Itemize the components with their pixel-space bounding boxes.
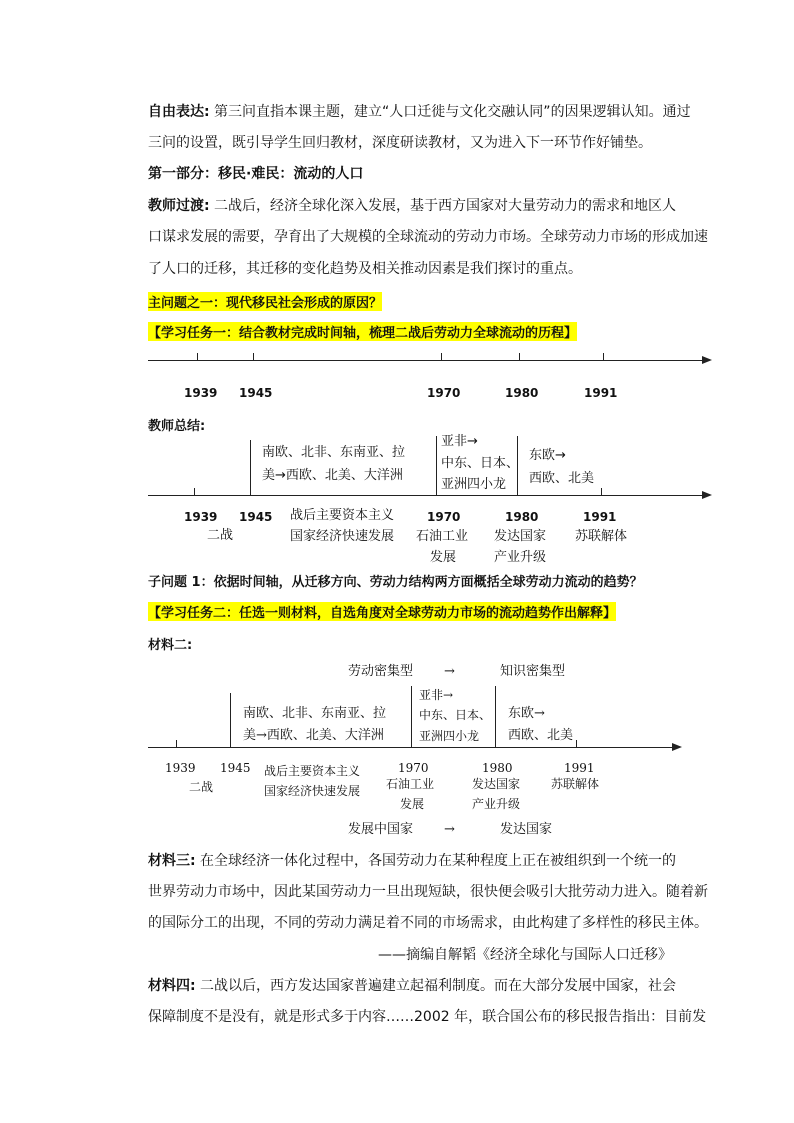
m2-event-1970-line-1: 石油工业	[386, 777, 435, 791]
timeline-2-divider	[250, 440, 251, 495]
timeline-1-axis	[148, 360, 704, 361]
material-3-text-1: 在全球经济一体化过程中，各国劳动力在某种程度上正在被组织到一个统一的	[195, 853, 677, 869]
section-title: 第一部分：移民·难民：流动的人口	[148, 166, 364, 182]
material-3-line-3: 的国际分工的出现，不同的劳动力满足着不同的市场需求，由此构建了多样性的移民主体。	[148, 915, 708, 931]
timeline-3-divider	[495, 686, 496, 747]
material-3-line-2: 世界劳动力市场中，因此某国劳动力一旦出现短缺，很快便会吸引大批劳动力进入。随着新	[148, 884, 708, 900]
top-arrow: →	[444, 664, 455, 679]
timeline-2-year: 1980	[505, 510, 539, 524]
material-4-label: 材料四:	[148, 978, 196, 994]
timeline-3-divider	[411, 686, 412, 747]
m2-year: 1991	[564, 761, 595, 775]
event-1939: 二战	[207, 528, 234, 543]
material-4-line-1	[148, 976, 677, 996]
m2-period-3-line-1: 东欧→	[508, 706, 545, 721]
m2-year: 1970	[398, 761, 429, 775]
bottom-arrow: →	[444, 822, 455, 837]
m2-year: 1939	[165, 761, 196, 775]
m2-period-2-line-3: 亚洲四小龙	[419, 729, 480, 743]
material-2-label: 材料二:	[148, 638, 193, 653]
m2-event-1939: 二战	[189, 780, 214, 794]
event-1980-line-1: 发达国家	[494, 529, 547, 544]
m2-event-1980-line-2: 产业升级	[472, 797, 521, 811]
teacher-transition-line-1	[148, 196, 677, 216]
teacher-transition-line-2: 口谋求发展的需要，孕育出了大规模的全球流动的劳动力市场。全球劳动力市场的形成加速	[148, 229, 708, 245]
intro-line-1-text: 第三问直指本课主题，建立“人口迁徙与文化交融认同”的因果逻辑认知。通过	[209, 104, 691, 120]
timeline-1-tick	[441, 353, 442, 360]
timeline-2-year: 1991	[583, 510, 617, 524]
labor-intensive-label: 劳动密集型	[348, 664, 414, 679]
timeline-2-tick	[601, 488, 602, 495]
developing-countries-label: 发展中国家	[348, 822, 414, 837]
timeline-2-axis	[148, 495, 704, 496]
m2-year: 1945	[220, 761, 251, 775]
timeline-1-tick	[519, 353, 520, 360]
timeline-1-year: 1970	[427, 386, 461, 400]
learning-task-2: 【学习任务二：任选一则材料，自选角度对全球劳动力市场的流动趋势作出解释】	[148, 602, 616, 621]
timeline-1-year: 1939	[184, 386, 218, 400]
timeline-3-arrow-icon	[672, 743, 682, 751]
event-1945-line-2: 国家经济快速发展	[290, 529, 395, 544]
m2-period-1-line-2: 美→西欧、北美、大洋洲	[243, 728, 384, 743]
event-1970-line-1: 石油工业	[416, 529, 469, 544]
teacher-transition-label: 教师过渡:	[148, 198, 210, 214]
m2-event-1945-line-1: 战后主要资本主义	[264, 764, 361, 778]
intro-line-2: 三问的设置，既引导学生回归教材，深度研读教材，又为进入下一环节作好铺垫。	[148, 135, 652, 151]
timeline-2-divider	[436, 436, 437, 495]
m2-period-2-line-2: 中东、日本、	[419, 708, 492, 722]
intro-line-1	[148, 102, 691, 122]
m2-event-1970-line-2: 发展	[400, 797, 425, 811]
period-1-line-1: 南欧、北非、东南亚、拉	[262, 445, 406, 460]
learning-task-1: 【学习任务一：结合教材完成时间轴，梳理二战后劳动力全球流动的历程】	[148, 322, 577, 341]
timeline-3-tick	[576, 740, 577, 747]
m2-event-1945-line-2: 国家经济快速发展	[264, 784, 361, 798]
timeline-3-divider	[230, 693, 231, 747]
period-3-line-1: 东欧→	[529, 448, 566, 463]
teacher-summary-label: 教师总结:	[148, 419, 206, 434]
period-2-line-3: 亚洲四小龙	[441, 477, 507, 492]
timeline-2-arrow-icon	[702, 491, 712, 499]
timeline-1-tick	[253, 353, 254, 360]
sub-question-1: 子问题 1：依据时间轴，从迁移方向、劳动力结构两方面概括全球劳动力流动的趋势？	[148, 575, 643, 590]
timeline-1-tick	[197, 353, 198, 360]
timeline-2-year: 1945	[239, 510, 273, 524]
m2-event-1991: 苏联解体	[551, 777, 600, 791]
free-expression-label: 自由表达:	[148, 104, 210, 120]
event-1945-line-1: 战后主要资本主义	[290, 508, 395, 523]
period-3-line-2: 西欧、北美	[529, 471, 595, 486]
m2-period-1-line-1: 南欧、北非、东南亚、拉	[243, 706, 387, 721]
period-2-line-2: 中东、日本、	[441, 456, 520, 471]
material-3-source: ——摘编自解韬《经济全球化与国际人口迁移》	[378, 947, 672, 963]
timeline-1-year: 1980	[505, 386, 539, 400]
m2-period-2-line-1: 亚非→	[419, 688, 454, 702]
main-question: 主问题之一：现代移民社会形成的原因？	[148, 292, 382, 311]
material-4-text-1: 二战以后，西方发达国家普遍建立起福利制度。而在大部分发展中国家，社会	[195, 978, 677, 994]
period-1-line-2: 美→西欧、北美、大洋洲	[262, 468, 403, 483]
timeline-3-tick	[176, 740, 177, 747]
m2-period-3-line-2: 西欧、北美	[508, 728, 574, 743]
m2-year: 1980	[482, 761, 513, 775]
event-1970-line-2: 发展	[430, 550, 457, 565]
timeline-2-tick	[194, 488, 195, 495]
material-3-label: 材料三:	[148, 853, 196, 869]
event-1980-line-2: 产业升级	[494, 550, 547, 565]
material-3-line-1	[148, 851, 677, 871]
timeline-3-axis	[148, 747, 674, 748]
teacher-transition-line-3: 了人口的迁移，其迁移的变化趋势及相关推动因素是我们探讨的重点。	[148, 261, 582, 277]
timeline-1-tick	[603, 353, 604, 360]
teacher-transition-text-1: 二战后，经济全球化深入发展，基于西方国家对大量劳动力的需求和地区人	[209, 198, 677, 214]
m2-event-1980-line-1: 发达国家	[472, 777, 521, 791]
timeline-1-year: 1945	[239, 386, 273, 400]
timeline-1-year: 1991	[584, 386, 618, 400]
developed-countries-label: 发达国家	[500, 822, 553, 837]
period-2-line-1: 亚非→	[441, 434, 478, 449]
timeline-2-year: 1939	[184, 510, 218, 524]
material-4-line-2: 保障制度不是没有，就是形式多于内容……2002 年，联合国公布的移民报告指出：目前发	[148, 1009, 707, 1025]
timeline-1-arrow-icon	[702, 356, 712, 364]
knowledge-intensive-label: 知识密集型	[500, 664, 566, 679]
event-1991: 苏联解体	[575, 529, 628, 544]
timeline-2-year: 1970	[427, 510, 461, 524]
